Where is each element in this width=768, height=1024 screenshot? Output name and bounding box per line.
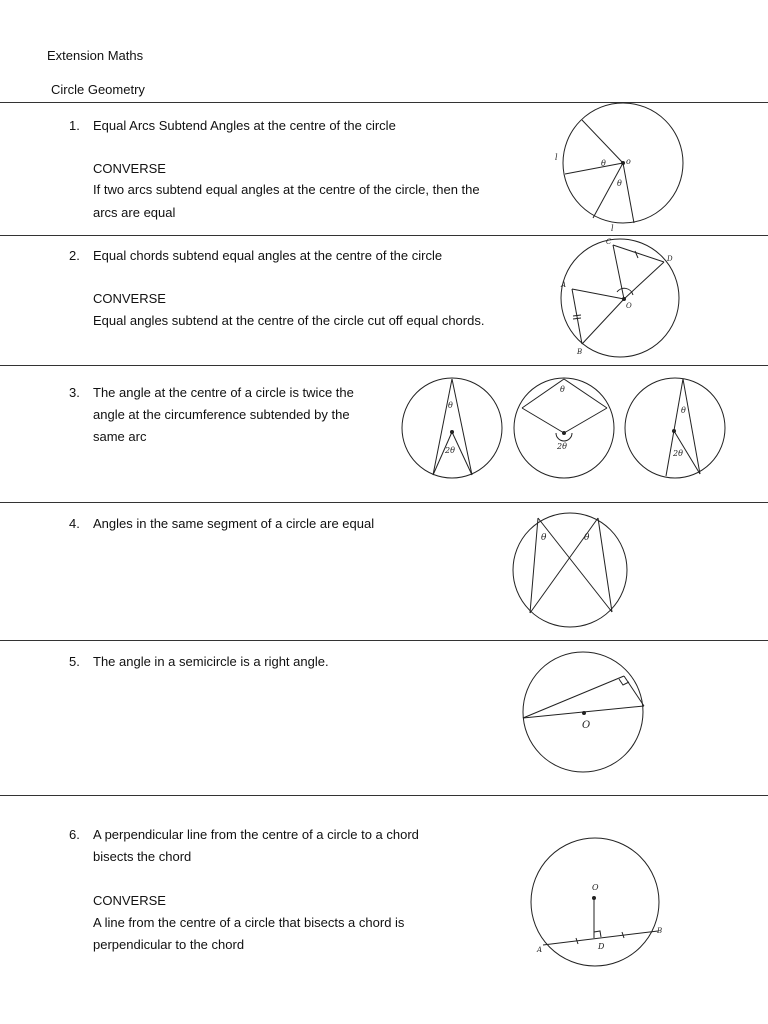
label-D: D [667, 255, 673, 263]
label-two-theta: 2θ [673, 449, 683, 458]
label-B: B [577, 348, 583, 356]
label-C: C [606, 238, 612, 246]
theorem-text: A perpendicular line from the centre of a circle to a chord [93, 827, 419, 842]
same-segment-diagram [508, 510, 638, 636]
divider [0, 365, 768, 366]
theorem-text: Angles in the same segment of a circle are equal [93, 516, 375, 531]
semicircle-diagram [520, 650, 660, 780]
label-O: O [592, 883, 599, 892]
equal-chords-diagram [555, 237, 715, 357]
label-theta: θ [560, 385, 565, 394]
item-number: 3. [69, 385, 80, 400]
equal-arcs-diagram [545, 100, 705, 233]
converse-label: CONVERSE [93, 893, 166, 908]
label-A: A [561, 281, 567, 289]
item-number: 4. [69, 516, 80, 531]
label-two-theta: 2θ [445, 446, 455, 455]
label-theta: θ [584, 533, 590, 543]
theorem-text: The angle at the centre of a circle is twice the [93, 385, 354, 400]
divider [0, 795, 768, 796]
theorem-text: Equal Arcs Subtend Angles at the centre of the circle [93, 118, 396, 133]
converse-text: Equal angles subtend at the centre of the circle cut off equal chords. [93, 313, 485, 328]
theorem-text: angle at the circumference subtended by the [93, 407, 350, 422]
item-number: 5. [69, 654, 80, 669]
label-l: l [555, 153, 558, 162]
label-two-theta: 2θ [557, 442, 567, 451]
label-theta: θ [448, 401, 453, 410]
converse-text: perpendicular to the chord [93, 937, 245, 952]
item-number: 1. [69, 118, 80, 133]
divider [0, 640, 768, 641]
item-number: 2. [69, 248, 80, 263]
label-theta: θ [541, 533, 547, 543]
label-l: l [611, 224, 614, 233]
theorem-text: same arc [93, 429, 147, 444]
item-number: 6. [69, 827, 80, 842]
theorem-text: Equal chords subtend equal angles at the centre of the circle [93, 248, 443, 263]
centre-angle-diagram-2 [510, 375, 620, 481]
perpendicular-bisector-diagram [525, 835, 685, 970]
section-heading: Circle Geometry [51, 82, 145, 97]
label-o: o [626, 157, 631, 166]
label-O: O [582, 720, 591, 731]
doc-title: Extension Maths [47, 48, 144, 63]
label-D: D [598, 942, 605, 951]
converse-label: CONVERSE [93, 161, 166, 176]
label-theta: θ [681, 406, 686, 415]
centre-angle-diagram-3 [620, 375, 730, 481]
converse-text: arcs are equal [93, 205, 176, 220]
theorem-text: bisects the chord [93, 849, 192, 864]
label-O: O [626, 302, 632, 310]
label-A: A [537, 946, 543, 954]
theorem-text: The angle in a semicircle is a right angle. [93, 654, 329, 669]
centre-angle-diagram-1 [400, 375, 510, 481]
converse-text: If two arcs subtend equal angles at the centre of the circle, then the [93, 182, 480, 197]
label-theta: θ [617, 179, 622, 188]
divider [0, 235, 768, 236]
converse-label: CONVERSE [93, 291, 166, 306]
label-B: B [657, 927, 663, 935]
converse-text: A line from the centre of a circle that bisects a chord is [93, 915, 405, 930]
divider [0, 502, 768, 503]
label-theta: θ [601, 159, 606, 168]
